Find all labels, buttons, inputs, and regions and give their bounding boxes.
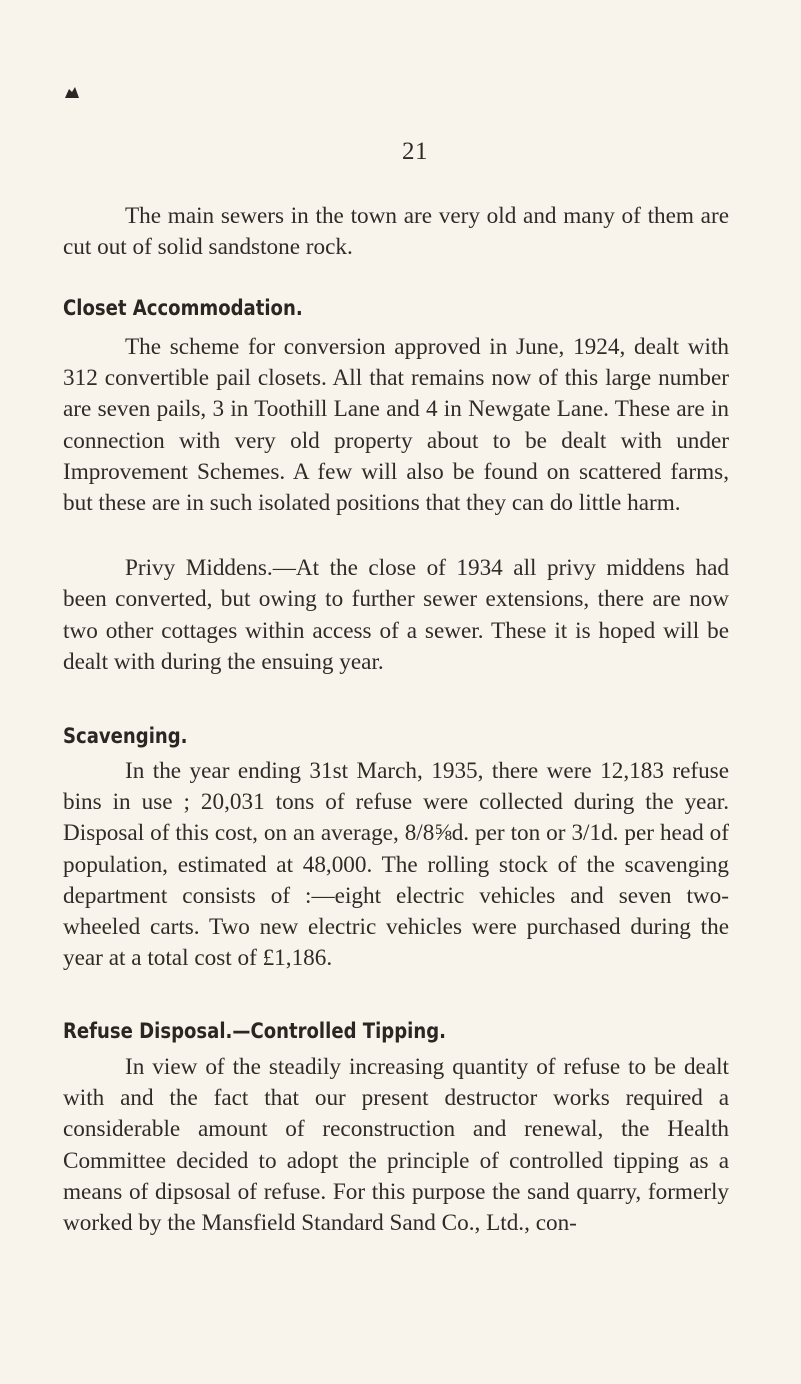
closet-paragraph: The scheme for conversion approved in June, 1924, dealt with 312 convertible pail closets. All that remains now of this large number are seven pails, 3 in Toothill Lane and 4 in Newgate Lane. These are in connection with very old property about to be dealt with under Improvement Schemes. A few will also be found on scattered farms, but these are in such isolated positions that they can do little harm.: [63, 334, 729, 517]
refuse-section-body: [63, 1052, 729, 1239]
closet-accommodation-heading: Closet Accommodation.: [63, 296, 303, 320]
scavenging-heading: Scavenging.: [63, 724, 188, 748]
intro-paragraph: The main sewers in the town are very old and many of them are cut out of solid sandstone rock.: [63, 203, 729, 261]
scavenging-paragraph: In the year ending 31st March, 1935, there were 12,183 refuse bins in use ; 20,031 tons of refuse were collected during the year. Disposal of this cost, on an average, 8/8⅝d. per ton or 3/1d. per head of population, estimated at 48,000. The rolling stock of the scavenging department consists of :—eight electric vehicles and seven two-wheeled carts. Two new electric vehicles were purchased during the year at a total cost of £1,186.: [63, 758, 729, 972]
privy-middens-paragraph: Privy Middens.—At the close of 1934 all privy middens had been converted, but owing to further sewer extensions, there are now two other cottages within access of a sewer. These it is hoped will be dealt with during the ensuing year.: [63, 555, 729, 675]
intro-paragraph-block: [63, 201, 729, 263]
page-number: 21: [402, 138, 428, 165]
refuse-disposal-heading: Refuse Disposal.—Controlled Tipping.: [63, 1019, 446, 1043]
page-bottom-margin: [0, 1340, 801, 1384]
scavenging-section-body: [63, 756, 729, 974]
refuse-paragraph: In view of the steadily increasing quantity of refuse to be dealt with and the fact that our present destructor works required a considerable amount of reconstruction and renewal, the Health Committee decided to adopt the principle of controlled tipping as a means of dipsosal of refuse. For this purpose the sand quarry, formerly worked by the Mansfield Standard Sand Co., Ltd., con-: [63, 1054, 729, 1237]
ink-blot-mark: [63, 86, 81, 100]
closet-section-body: [63, 332, 729, 678]
